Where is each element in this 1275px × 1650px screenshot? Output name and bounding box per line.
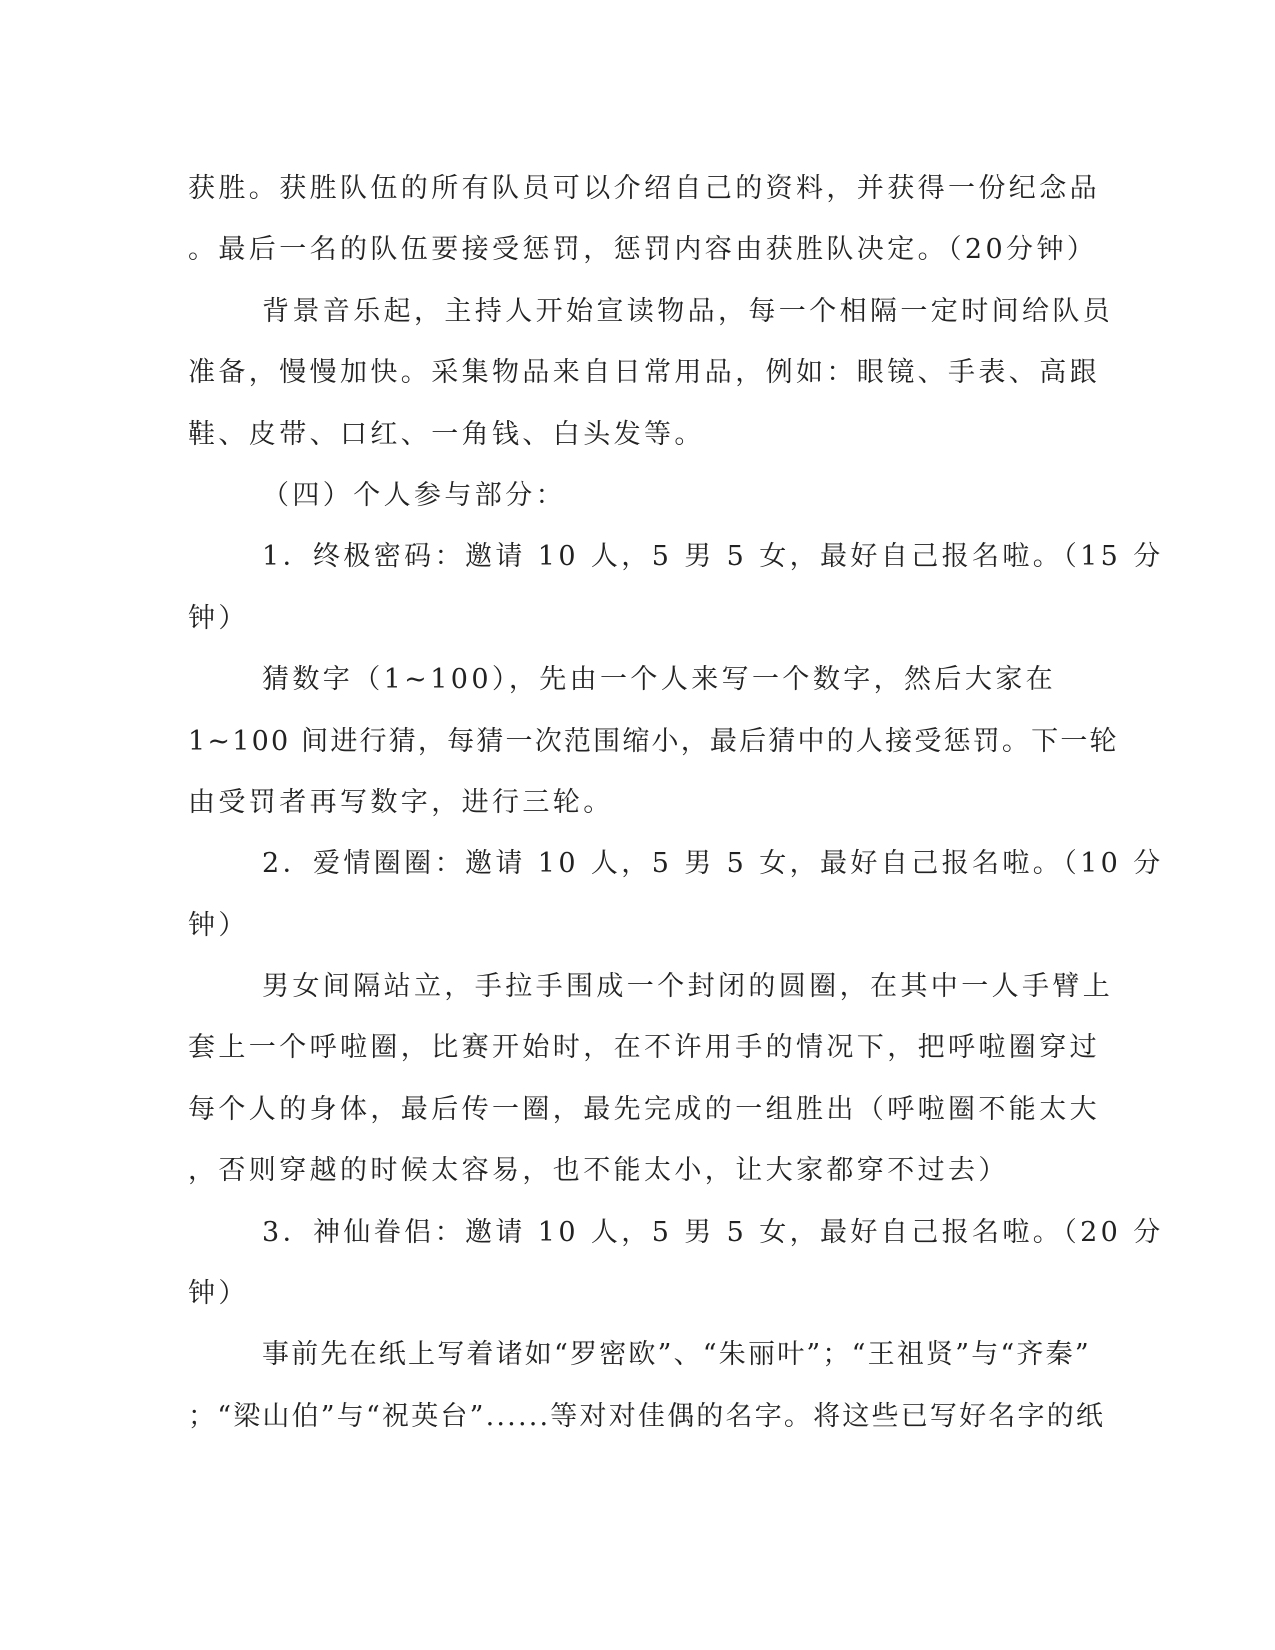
- text-line: 。最后一名的队伍要接受惩罚，惩罚内容由获胜队决定。（20分钟）: [188, 234, 1098, 266]
- item-heading-1: 1．终极密码：邀请 10 人，5 男 5 女，最好自己报名啦。（15 分: [262, 541, 1164, 573]
- paragraph-start-line: 男女间隔站立，手拉手围成一个封闭的圆圈，在其中一人手臂上: [262, 971, 1114, 1003]
- text-line: 鞋、皮带、口红、一角钱、白头发等。: [188, 418, 705, 450]
- text-line: 钟）: [188, 602, 249, 634]
- text-line: 套上一个呼啦圈，比赛开始时，在不许用手的情况下，把呼啦圈穿过: [188, 1032, 1100, 1064]
- section-heading: （四）个人参与部分：: [262, 479, 566, 511]
- text-line: 获胜。获胜队伍的所有队员可以介绍自己的资料，并获得一份纪念品: [188, 173, 1100, 204]
- text-line: ，否则穿越的时候太容易，也不能太小，让大家都穿不过去）: [188, 1155, 1009, 1187]
- paragraph-start-line: 背景音乐起，主持人开始宣读物品，每一个相隔一定时间给队员: [262, 295, 1114, 327]
- text-line: 准备，慢慢加快。采集物品来自日常用品，例如：眼镜、手表、高跟: [188, 357, 1100, 389]
- text-line: 1~100 间进行猜，每猜一次范围缩小，最后猜中的人接受惩罚。下一轮: [188, 725, 1119, 757]
- text-line: 由受罚者再写数字，进行三轮。: [188, 786, 614, 818]
- item-heading-2: 2．爱情圈圈：邀请 10 人，5 男 5 女，最好自己报名啦。（10 分: [262, 848, 1164, 880]
- paragraph-start-line: 猜数字（1~100），先由一个人来写一个数字，然后大家在: [262, 664, 1057, 696]
- document-body: [188, 158, 1164, 1447]
- paragraph-start-line: 事前先在纸上写着诸如“罗密欧”、“朱丽叶”；“王祖贤”与“齐秦”: [262, 1339, 1091, 1371]
- text-line: 每个人的身体，最后传一圈，最先完成的一组胜出（呼啦圈不能太大: [188, 1093, 1100, 1125]
- text-line: ；“梁山伯”与“祝英台”......等对对佳偶的名字。将这些已写好名字的纸: [188, 1400, 1106, 1432]
- item-heading-3: 3．神仙眷侣：邀请 10 人，5 男 5 女，最好自己报名啦。（20 分: [262, 1216, 1164, 1248]
- text-line: 钟）: [188, 1278, 249, 1310]
- text-line: 钟）: [188, 909, 249, 941]
